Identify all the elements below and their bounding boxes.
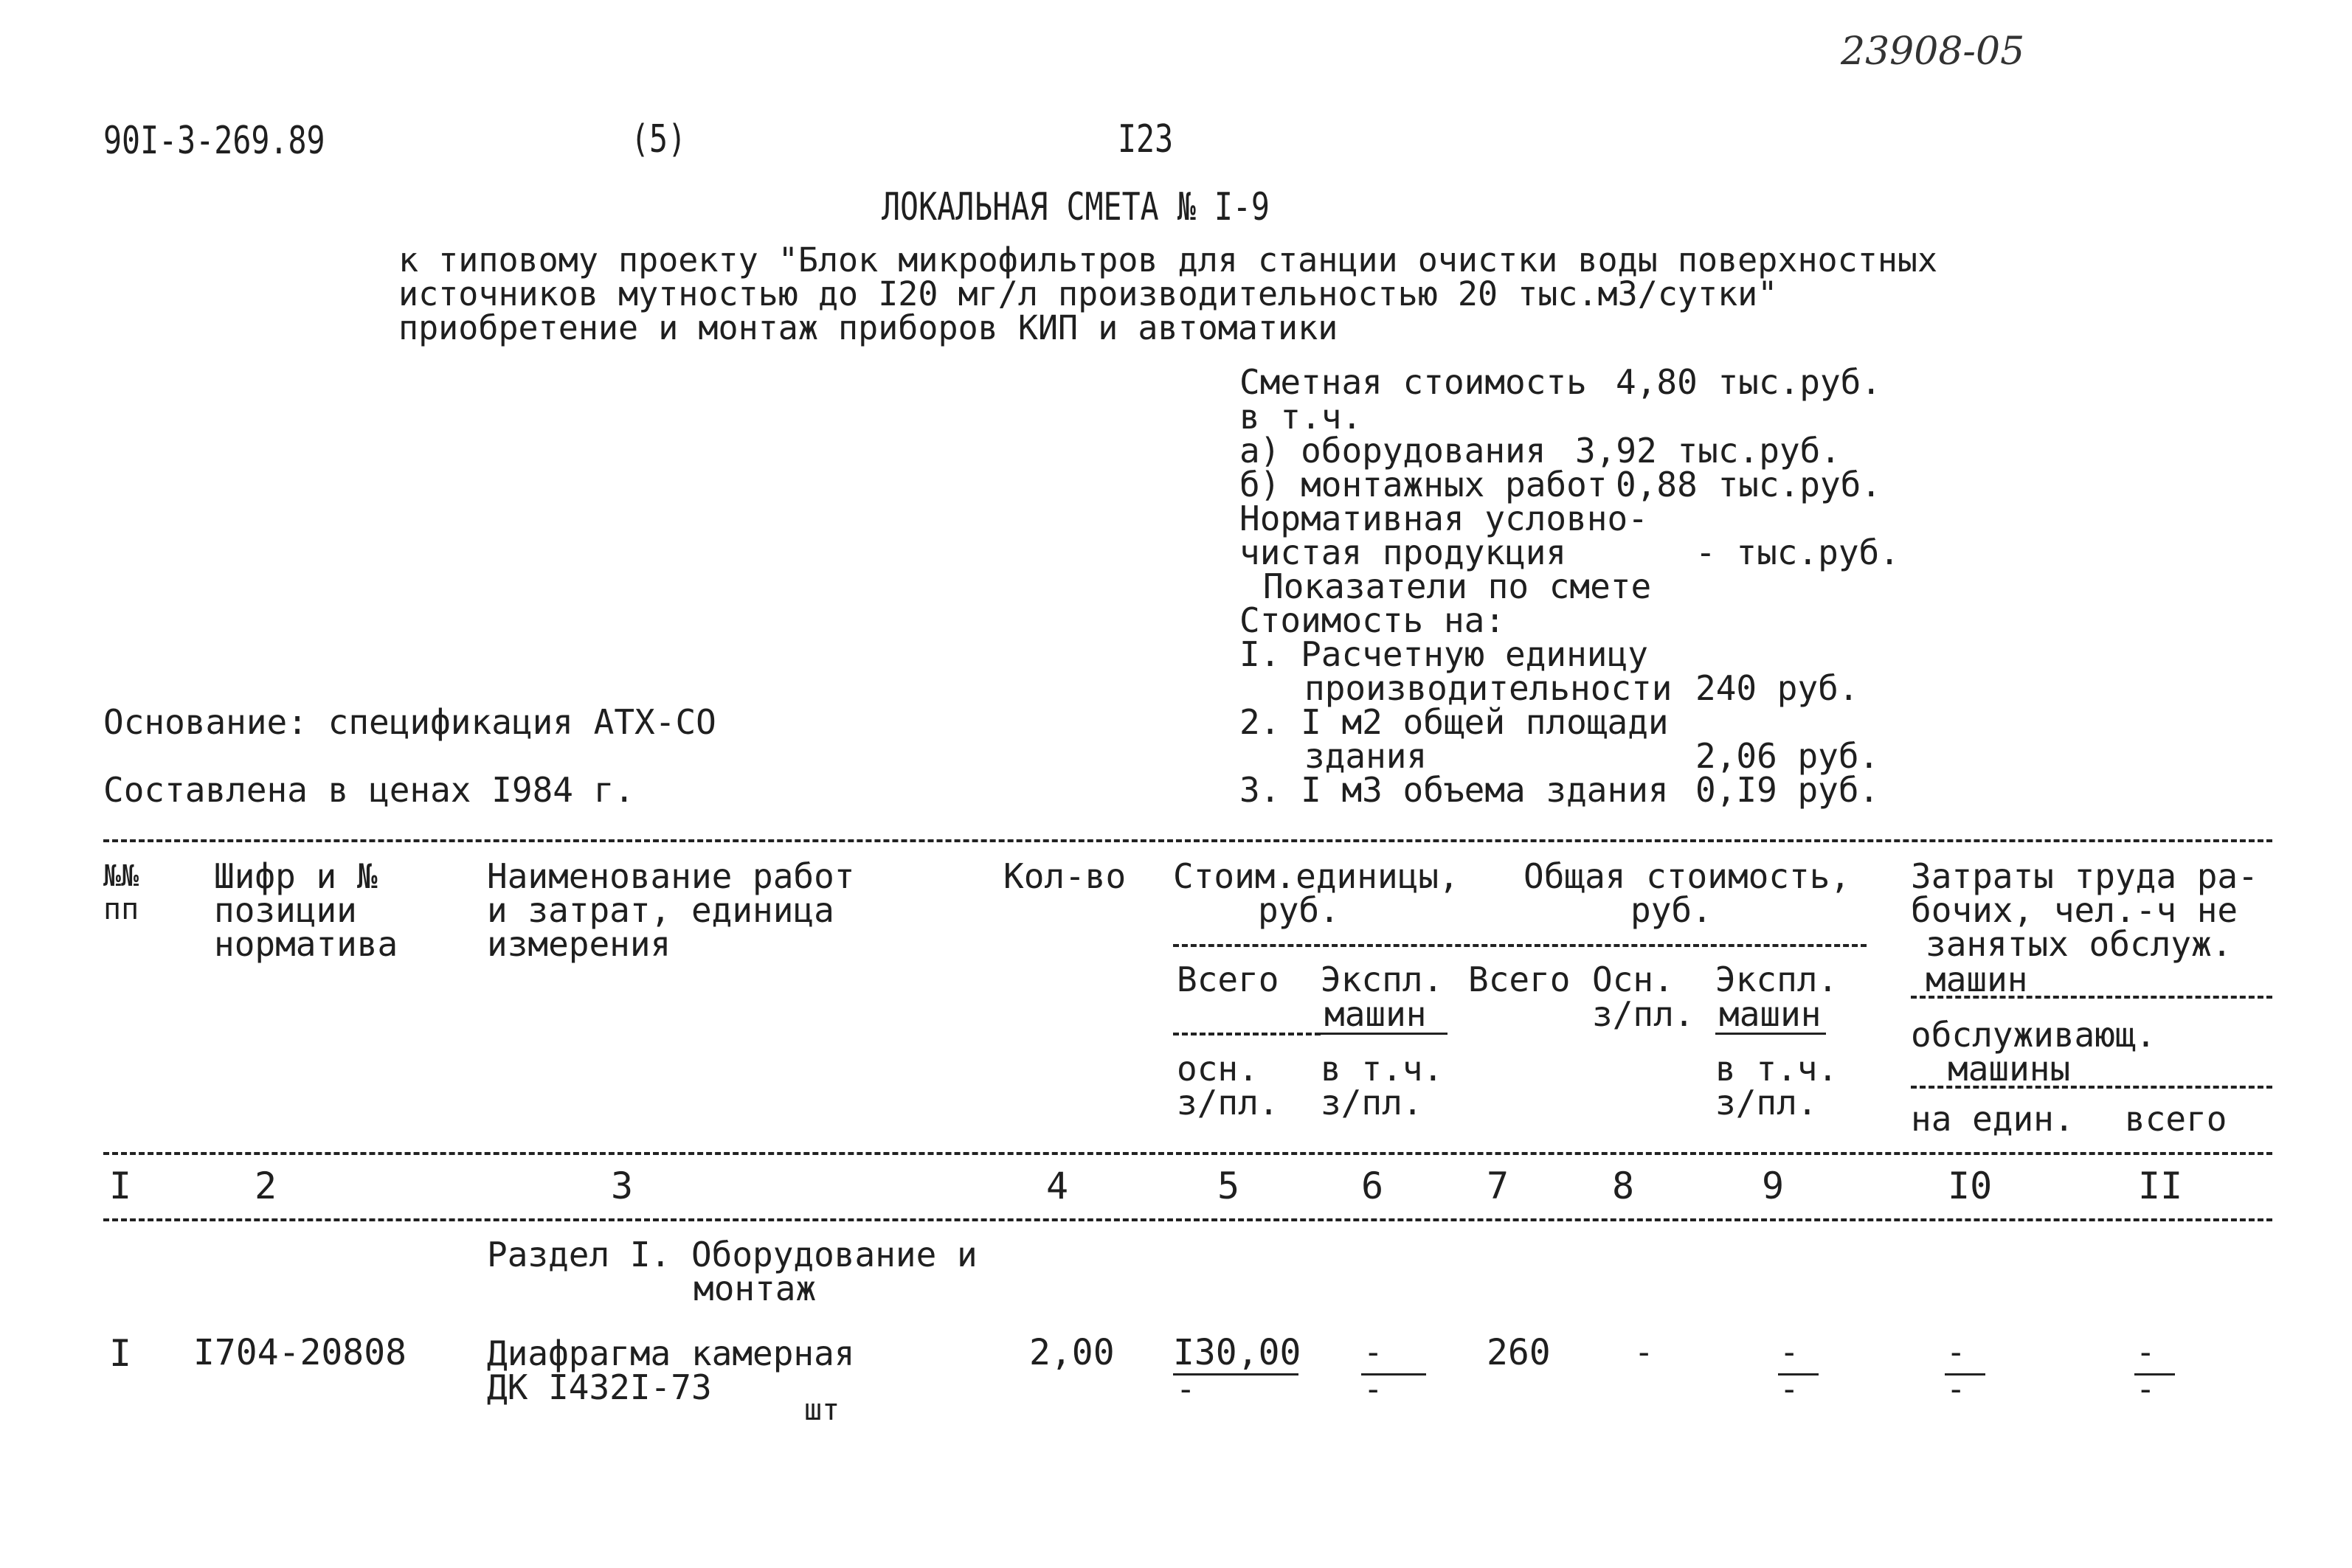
row-labor-total-sub: - — [2136, 1370, 2156, 1408]
section-title-1: Раздел I. Оборудование и — [487, 1235, 978, 1274]
document-title: ЛОКАЛЬНАЯ СМЕТА № I-9 — [882, 185, 1270, 229]
col-num-2: пп — [103, 892, 139, 926]
col-sub7: Всего — [1468, 960, 1571, 999]
col-labor-total: всего — [2125, 1099, 2227, 1139]
col-total-cost-1: Общая стоимость, — [1523, 856, 1851, 896]
indicator-1-label-b: производительности — [1304, 668, 1673, 708]
indicator-1-value: 240 руб. — [1695, 668, 1859, 708]
handwritten-stamp: 23908-05 — [1841, 30, 2025, 74]
col-labor-4: машин — [1926, 960, 2028, 999]
col-number-4: 4 — [1046, 1165, 1069, 1207]
col-labor-1: Затраты труда ра- — [1911, 856, 2258, 896]
row-total-machines: - — [1779, 1333, 1799, 1371]
col-total-cost-2: руб. — [1630, 890, 1712, 930]
row-labor-total: - — [2136, 1333, 2156, 1371]
col-number-7: 7 — [1487, 1165, 1509, 1207]
col-sub6-3: в т.ч. — [1321, 1049, 1444, 1089]
basis-text: Основание: спецификация АТХ-СО — [103, 702, 716, 742]
indicator-2-label-b: здания — [1304, 736, 1428, 776]
col-sub9-1: Экспл. — [1715, 960, 1839, 999]
col-sub6-2: машин — [1324, 994, 1427, 1034]
col-sub5-1: Всего — [1177, 960, 1279, 999]
including-label: в т.ч. — [1239, 397, 1363, 437]
page-number: I23 — [1118, 117, 1174, 162]
col-labor-3: занятых обслуж. — [1926, 924, 2232, 964]
col-number-11: II — [2138, 1165, 2183, 1207]
col-num-1: №№ — [103, 859, 139, 893]
indicator-2-label-a: 2. I м2 общей площади — [1239, 702, 1669, 742]
col-number-3: 3 — [611, 1165, 634, 1207]
col-sub9-3: в т.ч. — [1715, 1049, 1839, 1089]
col-sub5-3: з/пл. — [1177, 1083, 1279, 1123]
row-labor-unit-sub: - — [1946, 1370, 1966, 1408]
installation-cost-label: б) монтажных работ — [1239, 465, 1608, 504]
net-production-value: - тыс.руб. — [1695, 533, 1900, 572]
section-title-2: монтаж — [694, 1269, 817, 1308]
subtitle-line-3: приобретение и монтаж приборов КИП и автоматики — [398, 308, 1338, 347]
col-sub9-4: з/пл. — [1715, 1083, 1818, 1123]
indicator-2-value: 2,06 руб. — [1695, 736, 1880, 776]
net-production-label-2: чистая продукция — [1239, 533, 1567, 572]
indicators-heading: Показатели по смете — [1263, 566, 1652, 606]
col-name-1: Наименование работ — [487, 856, 855, 896]
col-number-9: 9 — [1762, 1165, 1785, 1207]
volume-number: (5) — [631, 117, 687, 162]
table-rule-header-bottom — [103, 1152, 2272, 1155]
col-qty: Кол-во — [1003, 856, 1127, 896]
row-total-machines-wage: - — [1779, 1370, 1799, 1408]
col-labor2-2: машины — [1948, 1049, 2071, 1089]
col-number-10: I0 — [1948, 1165, 1993, 1207]
row-qty: 2,00 — [1029, 1332, 1115, 1373]
col-unit-cost-1: Стоим.единицы, — [1173, 856, 1459, 896]
equipment-cost-label: а) оборудования — [1239, 431, 1546, 471]
table-rule-sub5 — [1173, 1033, 1321, 1035]
col-code-1: Шифр и № — [214, 856, 378, 896]
col-name-3: измерения — [487, 924, 671, 964]
row-unit-total: I30,00 — [1173, 1332, 1301, 1373]
table-rule-unit-cost — [1173, 944, 1867, 947]
indicator-3-value: 0,I9 руб. — [1695, 770, 1880, 810]
row-code: I704-20808 — [193, 1332, 407, 1373]
estimated-cost-label: Сметная стоимость — [1239, 362, 1587, 402]
col-labor2-1: обслуживающ. — [1911, 1015, 2156, 1055]
row-name-2: ДК I432I-73 — [487, 1367, 712, 1407]
row-name-1: Диафрагма камерная — [487, 1333, 855, 1373]
col-code-2: позиции — [214, 890, 357, 930]
col-sub6-4: з/пл. — [1321, 1083, 1423, 1123]
indicator-3-label: 3. I м3 объема здания — [1239, 770, 1669, 810]
cost-per-heading: Стоимость на: — [1239, 600, 1506, 640]
col-number-5: 5 — [1217, 1165, 1240, 1207]
row-unit-machines-wage: - — [1363, 1370, 1383, 1408]
row-labor-unit: - — [1946, 1333, 1966, 1371]
document-code: 90I-3-269.89 — [103, 119, 325, 163]
indicator-1-label-a: I. Расчетную единицу — [1239, 634, 1648, 674]
col-number-2: 2 — [255, 1165, 277, 1207]
prices-text: Составлена в ценах I984 г. — [103, 770, 635, 810]
subtitle-line-1: к типовому проекту "Блок микрофильтров для станции очистки воды поверхностных — [398, 240, 1938, 280]
net-production-label-1: Нормативная условно- — [1239, 499, 1648, 538]
row-unit: шт — [804, 1393, 840, 1427]
col-sub6-1: Экспл. — [1321, 960, 1444, 999]
table-rule-top — [103, 839, 2272, 842]
col-number-8: 8 — [1612, 1165, 1635, 1207]
row-unit-total-wage: - — [1176, 1370, 1196, 1408]
equipment-cost-value: 3,92 тыс.руб. — [1575, 431, 1841, 471]
col-name-2: и затрат, единица — [487, 890, 834, 930]
col-sub9-2: машин — [1719, 994, 1822, 1034]
col-labor-2: бочих, чел.-ч не — [1911, 890, 2238, 930]
col-number-6: 6 — [1361, 1165, 1384, 1207]
col-labor-per-unit: на един. — [1911, 1099, 2075, 1139]
estimated-cost-value: 4,80 тыс.руб. — [1616, 362, 1882, 402]
col-number-1: I — [109, 1165, 132, 1207]
col-sub8-1: Осн. — [1592, 960, 1674, 999]
table-rule-numbers-bottom — [103, 1218, 2272, 1221]
subtitle-line-2: источников мутностью до I20 мг/л производительностью 20 тыс.м3/сутки" — [398, 274, 1778, 313]
row-number: I — [109, 1332, 132, 1375]
row-unit-machines: - — [1363, 1333, 1383, 1371]
col-code-3: норматива — [214, 924, 398, 964]
row-total: 260 — [1487, 1332, 1551, 1373]
row-total-wage: - — [1634, 1333, 1654, 1371]
col-unit-cost-2: руб. — [1258, 890, 1340, 930]
col-sub8-2: з/пл. — [1592, 994, 1695, 1034]
col-sub5-2: осн. — [1177, 1049, 1259, 1089]
installation-cost-value: 0,88 тыс.руб. — [1616, 465, 1882, 504]
